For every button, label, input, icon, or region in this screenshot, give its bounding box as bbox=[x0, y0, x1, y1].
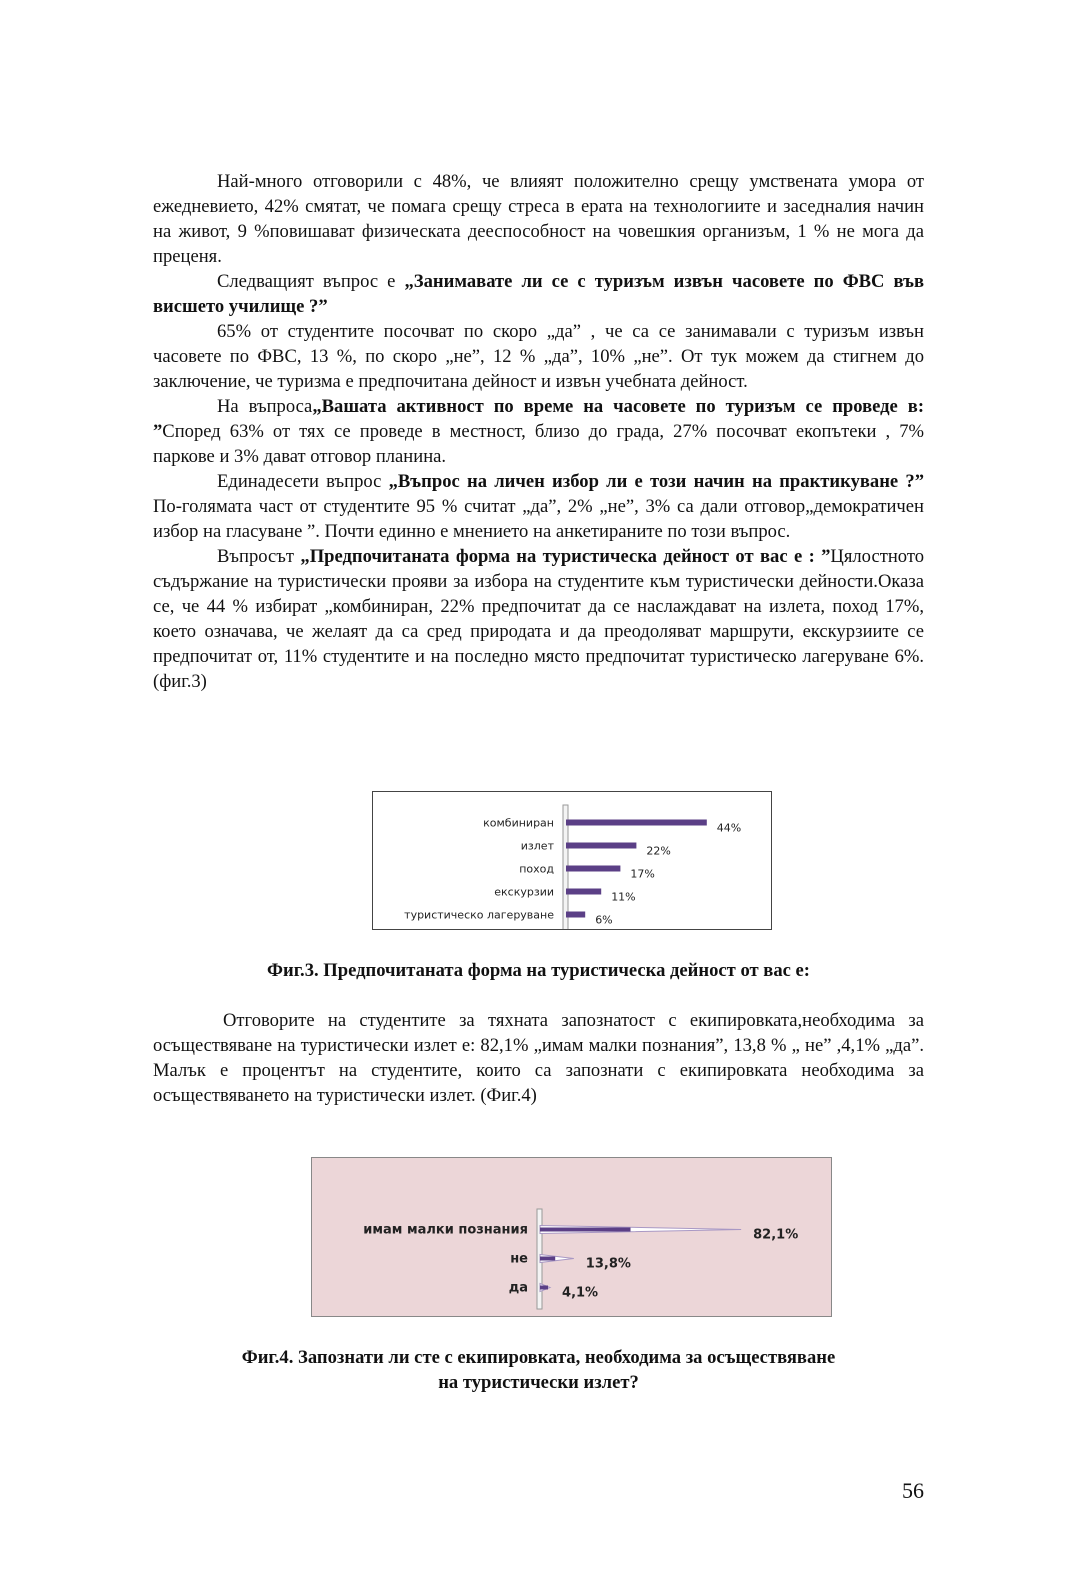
figure-3-caption: Фиг.3. Предпочитаната форма на туристическа дейност от вас е: bbox=[267, 960, 810, 981]
paragraph-6-lead: Въпросът bbox=[217, 546, 301, 567]
paragraph-4 bbox=[153, 394, 924, 469]
category-label-да: да bbox=[508, 1280, 528, 1296]
question-activity-location: „Вашата активност по време на часовете по туризъм се проведе в: ” bbox=[153, 396, 925, 442]
question-personal-choice: „Въпрос на личен избор ли е този начин на практикуване ?” bbox=[388, 471, 924, 492]
bar-комбиниран bbox=[566, 820, 707, 826]
body-text bbox=[153, 169, 924, 694]
bar-туристическо-лагеруване bbox=[566, 912, 585, 918]
paragraph-2-lead: Следващият въпрос е bbox=[217, 271, 405, 292]
page-number: 56 bbox=[902, 1478, 924, 1503]
value-label-поход: 17% bbox=[630, 867, 655, 881]
question-tourism-outside-classes: „Занимавате ли се с туризъм извън часовете по ФВС във висшето училище ?” bbox=[153, 271, 924, 317]
category-label-поход: поход bbox=[519, 862, 554, 876]
figure-4-caption-line-1: Фиг.4. Запознати ли сте с екипировката, необходима за осъществяване bbox=[241, 1347, 836, 1368]
value-label-да: 4,1% bbox=[562, 1285, 599, 1301]
category-label-не: не bbox=[510, 1251, 528, 1267]
paragraph-7: Отговорите на студентите за тяхната запознатост с екипировката,необходима за осъществяване на туристически излет е: 82,1% „имам малки познания”, 13,8 % „ не” ,4,1% „да”. Малък е процентът на студентите, които са запознати с екипировката необходима за осъществяването на туристически излет. (Фиг.4) bbox=[153, 1010, 924, 1106]
paragraph-3: 65% от студентите посочват по скоро „да” , че са се занимавали с туризъм извън часовете по ФВС, 13 %, по скоро „не”, 12 % „да”, 10% „не”. От тук можем да стигнем до заключение, че туризма е предпочитана дейност и извън учебната дейност. bbox=[153, 321, 924, 392]
paragraph-4-lead: На въпроса bbox=[217, 396, 313, 417]
figure-4-svg bbox=[312, 1158, 831, 1316]
bar-core-имам-малки-познания bbox=[540, 1228, 631, 1232]
figure-4-caption-line-2: на туристически излет? bbox=[438, 1372, 639, 1393]
paragraph-5 bbox=[153, 469, 924, 544]
body-text-2 bbox=[153, 1008, 924, 1108]
paragraph-2 bbox=[153, 269, 924, 319]
bar-излет bbox=[566, 843, 636, 849]
paragraph-4-rest: Според 63% от тях се проведе в местност, близо до града, 27% посочват екопътеки , 7% паркове и 3% дават отговор планина. bbox=[153, 421, 924, 467]
value-label-излет: 22% bbox=[646, 844, 671, 858]
category-label-екскурзии: екскурзии bbox=[494, 885, 554, 899]
value-label-екскурзии: 11% bbox=[611, 890, 636, 904]
figure-3-chart bbox=[372, 791, 772, 930]
category-label-туристическо-лагеруване: туристическо лагеруване bbox=[404, 908, 554, 922]
value-label-комбиниран: 44% bbox=[716, 821, 742, 835]
category-label-излет: излет bbox=[520, 839, 554, 853]
paragraph-5-rest: По-голямата част от студентите 95 % считат „да”, 2% „не”, 3% са дали отговор„демократичен избор на гласуване ”. Почти единно е мнението на анкетираните по този въпрос. bbox=[153, 496, 924, 542]
figure-3-svg bbox=[373, 792, 771, 929]
paragraph-6 bbox=[153, 544, 924, 694]
figure-4-chart bbox=[311, 1157, 832, 1317]
bar-core-да bbox=[540, 1286, 548, 1290]
paragraph-5-lead: Единадесети въпрос bbox=[217, 471, 389, 492]
category-label-имам-малки-познания: имам малки познания bbox=[363, 1222, 528, 1238]
bar-core-не bbox=[540, 1257, 555, 1261]
figure-4-caption bbox=[153, 1345, 924, 1395]
bar-поход bbox=[566, 866, 620, 872]
paragraph-6-rest: Цялостното съдържание на туристически прояви за избора на студентите към туристически дейности.Оказа се, че 44 % избират „комбиниран, 22% предпочитат да се наслаждават на излета, поход 17%, което означава, че желаят да са сред природата и да преодоляват маршрути, екскурзиите се предпочитат от, 11% студентите и на последно място предпочитат туристическо лагеруване 6%. (фиг.3) bbox=[153, 546, 924, 692]
bar-екскурзии bbox=[566, 889, 601, 895]
category-label-комбиниран: комбиниран bbox=[483, 816, 554, 830]
paragraph-1: Най-много отговорили с 48%, че влияят положително срещу умствената умора от ежедневието, 42% смятат, че помага срещу стреса в ерата на технологиите и заседналия начин на живот, 9 %повишават физическата дееспособност на човешкия организъм, 1 % не мога да преценя. bbox=[153, 171, 924, 267]
value-label-не: 13,8% bbox=[585, 1256, 631, 1272]
value-label-туристическо-лагеруване: 6% bbox=[595, 913, 613, 927]
question-preferred-form: „Предпочитаната форма на туристическа дейност от вас е : ” bbox=[300, 546, 831, 567]
value-label-имам-малки-познания: 82,1% bbox=[753, 1227, 799, 1243]
